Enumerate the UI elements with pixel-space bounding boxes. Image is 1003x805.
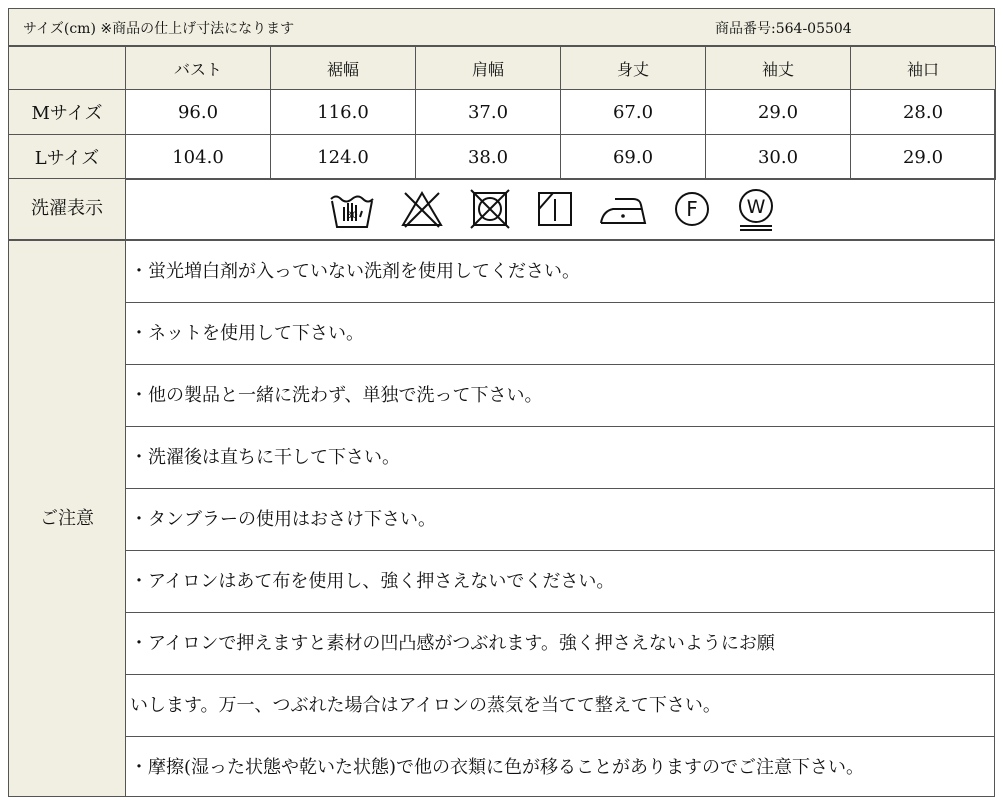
hand-wash-30-icon — [327, 185, 377, 233]
table-cell: 30.0 — [706, 135, 851, 180]
no-bleach-icon — [399, 185, 445, 233]
table-cell: 38.0 — [416, 135, 561, 180]
notes-section — [8, 240, 995, 797]
column-header: 袖口 — [851, 47, 996, 90]
table-cell: 104.0 — [126, 135, 271, 180]
table-cell: 96.0 — [126, 90, 271, 135]
row-label: Mサイズ — [9, 90, 126, 135]
note-line: ・他の製品と一緒に洗わず、単独で洗って下さい。 — [126, 365, 994, 427]
table-cell: 116.0 — [271, 90, 416, 135]
washing-icons — [327, 185, 777, 233]
column-header: 肩幅 — [416, 47, 561, 90]
size-header-bar — [8, 8, 995, 46]
note-line: ・アイロンはあて布を使用し、強く押さえないでください。 — [126, 551, 994, 613]
note-line: いします。万一、つぶれた場合はアイロンの蒸気を当てて整えて下さい。 — [126, 675, 994, 737]
table-cell: 67.0 — [561, 90, 706, 135]
wet-clean-w-icon — [735, 185, 777, 233]
note-line: ・洗濯後は直ちに干して下さい。 — [126, 427, 994, 489]
product-number: 商品番号:564-05504 — [715, 21, 852, 37]
column-header: 裾幅 — [271, 47, 416, 90]
iron-low-icon — [597, 185, 649, 233]
note-line: ・摩擦(湿った状態や乾いた状態)で他の衣類に色が移ることがありますのでご注意下さい。 — [130, 757, 865, 778]
dry-clean-f-icon — [671, 185, 713, 233]
note-line: ・蛍光増白剤が入っていない洗剤を使用してください。 — [126, 241, 994, 303]
table-cell: 29.0 — [706, 90, 851, 135]
column-header: 袖丈 — [706, 47, 851, 90]
size-table — [8, 46, 996, 180]
hand-wash-temp: 30 — [346, 211, 358, 221]
washing-section — [8, 178, 995, 240]
no-tumble-dry-icon — [467, 185, 513, 233]
column-header: バスト — [126, 47, 271, 90]
table-cell: 69.0 — [561, 135, 706, 180]
row-label: Lサイズ — [9, 135, 126, 180]
note-line: ・アイロンで押えますと素材の凹凸感がつぶれます。強く押さえないようにお願 — [126, 613, 994, 675]
line-dry-shade-icon — [535, 185, 575, 233]
table-cell: 28.0 — [851, 90, 996, 135]
washing-label: 洗濯表示 — [9, 179, 126, 239]
table-row — [9, 90, 996, 135]
table-cell: 124.0 — [271, 135, 416, 180]
table-cell: 29.0 — [851, 135, 996, 180]
note-line: ・タンブラーの使用はおさけ下さい。 — [126, 489, 994, 551]
column-header: 身丈 — [561, 47, 706, 90]
size-table-header-row — [9, 47, 996, 90]
notes-label: ご注意 — [9, 241, 126, 796]
size-unit-note: サイズ(cm) ※商品の仕上げ寸法になります — [23, 21, 295, 37]
dry-clean-letter: F — [686, 197, 698, 221]
table-row — [9, 135, 996, 180]
table-cell: 37.0 — [416, 90, 561, 135]
size-table-corner — [9, 47, 126, 90]
note-line: ・ネットを使用して下さい。 — [126, 303, 994, 365]
wet-clean-letter: W — [746, 196, 766, 218]
